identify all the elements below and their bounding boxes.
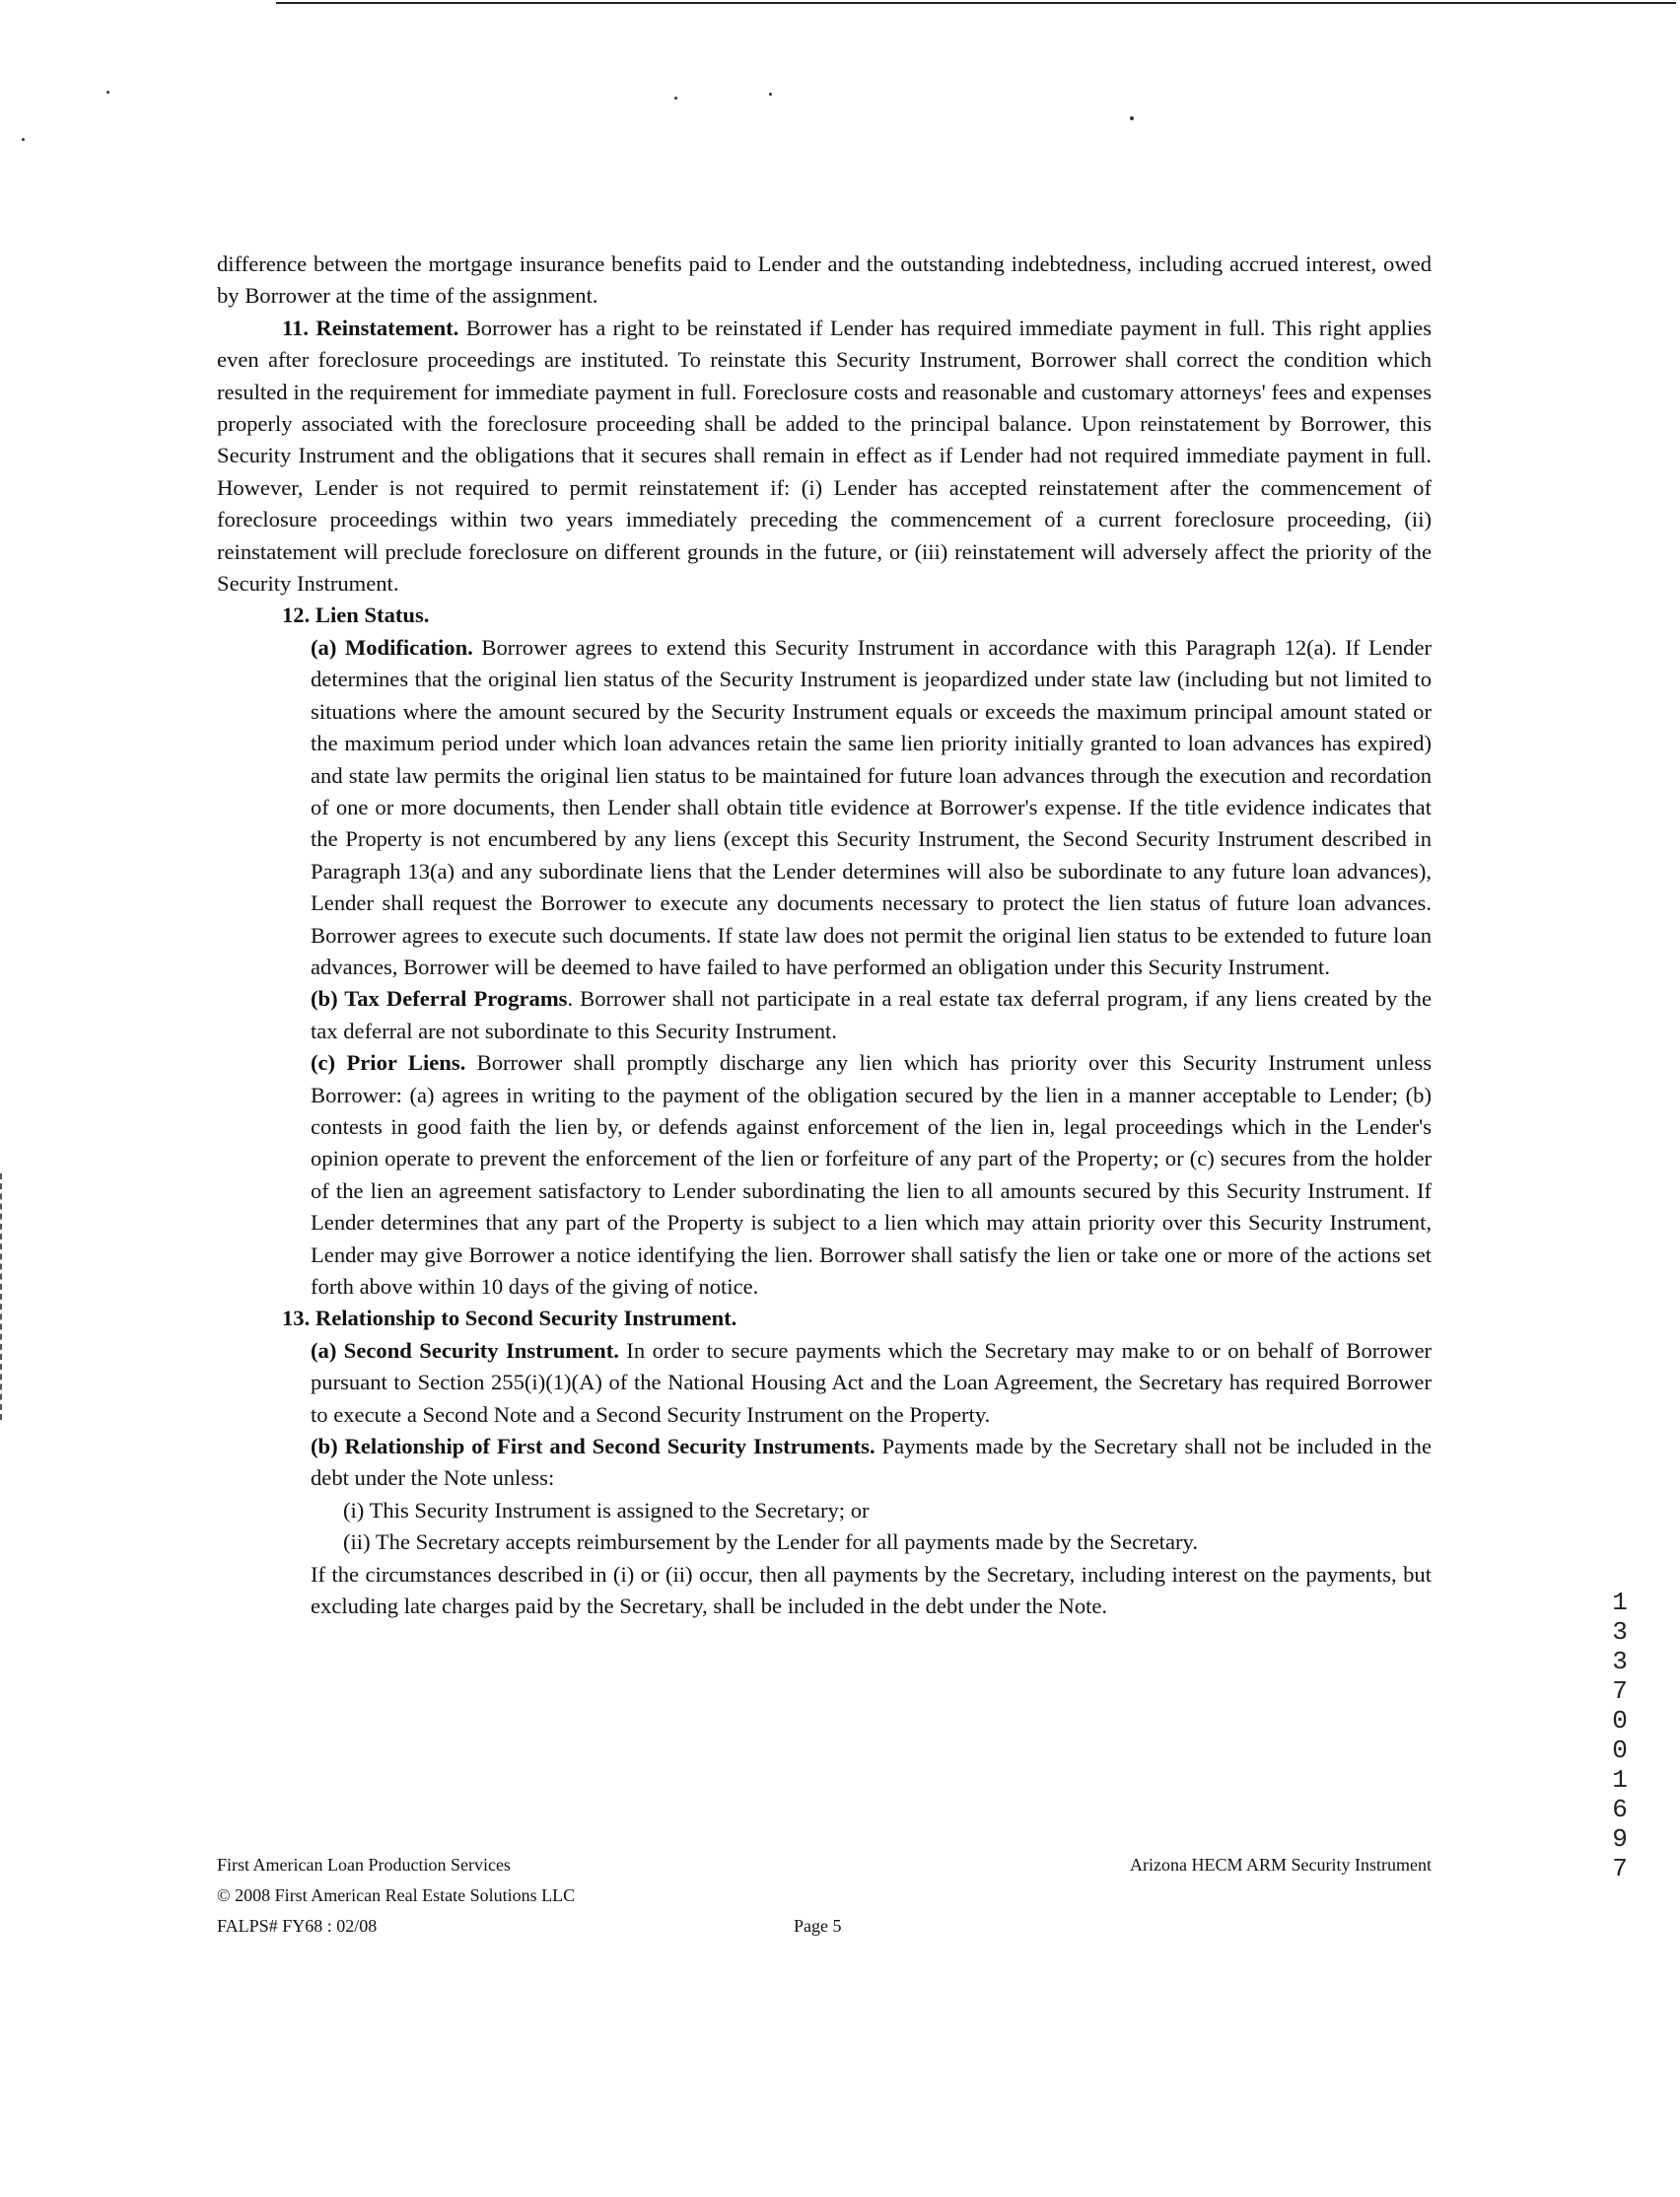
scan-speck: [22, 138, 25, 141]
stamp-char: 7: [1612, 1854, 1628, 1883]
scan-top-rule: [276, 2, 1676, 4]
stamp-char: 3: [1612, 1647, 1628, 1676]
intro-paragraph: difference between the mortgage insurance benefits paid to Lender and the outstanding indebtedness, including accrued interest, owed by Borrower at the time of the assignment.: [217, 251, 1432, 309]
section-11-paragraph: [217, 313, 1432, 601]
section-12-heading: 12. Lien Status.: [282, 602, 430, 628]
section-13b-heading: (b) Relationship of First and Second Security Instruments.: [311, 1434, 875, 1459]
scan-speck: [769, 93, 772, 96]
section-12b-text: . Borrower shall not participate in a real estate tax deferral program, if any liens created by the tax deferral are not subordinate to this Security Instrument.: [311, 986, 1432, 1043]
section-13b-paragraph: [217, 1431, 1432, 1495]
stamp-char: 3: [1612, 1617, 1628, 1647]
section-13a-paragraph: [217, 1335, 1432, 1431]
footer-doc-title: Arizona HECM ARM Security Instrument: [1130, 1855, 1432, 1875]
section-12a-text: Borrower agrees to extend this Security Instrument in accordance with this Paragraph 12(a). If Lender determines that the original lien status of the Security Instrument is jeopardized under state law (including but not limited to situations where the amount secured by the Security Instrument equals or exceeds the maximum principal amount stated or the maximum period under which loan advances retain the same lien priority initially granted to loan advances has expired) and state law permits the original lien status to be maintained for future loan advances through the execution and recordation of one or more documents, then Lender shall obtain title evidence at Borrower's expense. If the title evidence indicates that the Property is not encumbered by any liens (except this Security Instrument, the Second Security Instrument described in Paragraph 13(a) and any subordinate liens that the Lender determines will also be subordinate to any future loan advances), Lender shall request the Borrower to execute any documents necessary to protect the lien status of future loan advances. Borrower agrees to execute such documents. If state law does not permit the original lien status to be extended to future loan advances, Borrower will be deemed to have failed to have performed an obligation under this Security Instrument.: [311, 634, 1432, 979]
section-12a-paragraph: [217, 632, 1432, 983]
footer-form-id: FALPS# FY68 : 02/08: [217, 1916, 378, 1936]
document-body: [217, 248, 1432, 1622]
scan-edge-marks: [0, 1173, 5, 1420]
section-12c-text: Borrower shall promptly discharge any lien which has priority over this Security Instrument unless Borrower: (a) agrees in writing to the payment of the obligation secured by the lien in a manner acceptable to Lender; (b) contests in good faith the lien by, or defends against enforcement of the lien in, legal proceedings which in the Lender's opinion operate to prevent the enforcement of the lien or forfeiture of any part of the Property; or (c) secures from the holder of the lien an agreement satisfactory to Lender subordinating the lien to all amounts secured by this Security Instrument. If Lender determines that any part of the Property is subject to a lien which may attain priority over this Security Instrument, Lender may give Borrower a notice identifying the lien. Borrower shall satisfy the lien or take one or more of the actions set forth above within 10 days of the giving of notice.: [311, 1050, 1432, 1299]
stamp-char: 1: [1612, 1588, 1628, 1617]
section-13-heading: 13. Relationship to Second Security Instrument.: [282, 1306, 737, 1331]
section-11-text: Borrower has a right to be reinstated if Lender has required immediate payment in full. This right applies even after foreclosure proceedings are instituted. To reinstate this Security Instrument, Borrower shall correct the condition which resulted in the requirement for immediate payment in full. Foreclosure costs and reasonable and customary attorneys' fees and expenses properly associated with the foreclosure proceeding shall be added to the principal balance. Upon reinstatement by Borrower, this Security Instrument and the obligations that it secures shall remain in effect as if Lender had not required immediate payment in full. However, Lender is not required to permit reinstatement if: (i) Lender has accepted reinstatement after the commencement of foreclosure proceedings within two years immediately preceding the commencement of a current foreclosure proceeding, (ii) reinstatement will preclude foreclosure on different grounds in the future, or (iii) reinstatement will adversely affect the priority of the Security Instrument.: [217, 315, 1432, 597]
stamp-char: 0: [1612, 1736, 1628, 1765]
stamp-char: 9: [1612, 1824, 1628, 1854]
footer-page-number: Page 5: [794, 1916, 842, 1936]
stamp-char: 0: [1612, 1706, 1628, 1736]
footer-left: [217, 1850, 575, 1942]
footer-company: First American Loan Production Services: [217, 1855, 511, 1875]
recording-stamp: [1605, 1588, 1635, 1883]
section-12c-paragraph: [217, 1047, 1432, 1303]
footer-copyright: © 2008 First American Real Estate Solutions LLC: [217, 1885, 576, 1905]
scan-speck: [106, 91, 109, 94]
section-13b-item-i: (i) This Security Instrument is assigned to the Secretary; or: [343, 1497, 870, 1523]
scan-speck: [674, 97, 677, 100]
section-13b-item-ii: (ii) The Secretary accepts reimbursement by the Lender for all payments made by the Secretary.: [343, 1529, 1198, 1555]
stamp-char: 7: [1612, 1676, 1628, 1706]
stamp-char: 6: [1612, 1795, 1628, 1824]
stamp-char: 1: [1612, 1765, 1628, 1795]
section-13b-text: Payments made by the Secretary shall not be included in the debt under the Note unless:: [311, 1434, 1432, 1491]
section-11-heading: 11. Reinstatement.: [282, 315, 459, 340]
section-12b-heading: (b) Tax Deferral Programs: [311, 986, 568, 1012]
scan-speck: [1130, 116, 1134, 120]
section-13-closing: If the circumstances described in (i) or (ii) occur, then all payments by the Secretary, including interest on the payments, but excluding late charges paid by the Secretary, shall be included in the debt under the Note.: [311, 1561, 1432, 1619]
section-13a-heading: (a) Second Security Instrument.: [311, 1337, 619, 1363]
section-12b-paragraph: [217, 983, 1432, 1047]
section-12a-heading: (a) Modification.: [311, 634, 473, 660]
section-13a-text: In order to secure payments which the Secretary may make to or on behalf of Borrower pursuant to Section 255(i)(1)(A) of the National Housing Act and the Loan Agreement, the Secretary has required Borrower to execute a Second Note and a Second Security Instrument on the Property.: [311, 1337, 1432, 1427]
section-12c-heading: (c) Prior Liens.: [311, 1050, 466, 1076]
